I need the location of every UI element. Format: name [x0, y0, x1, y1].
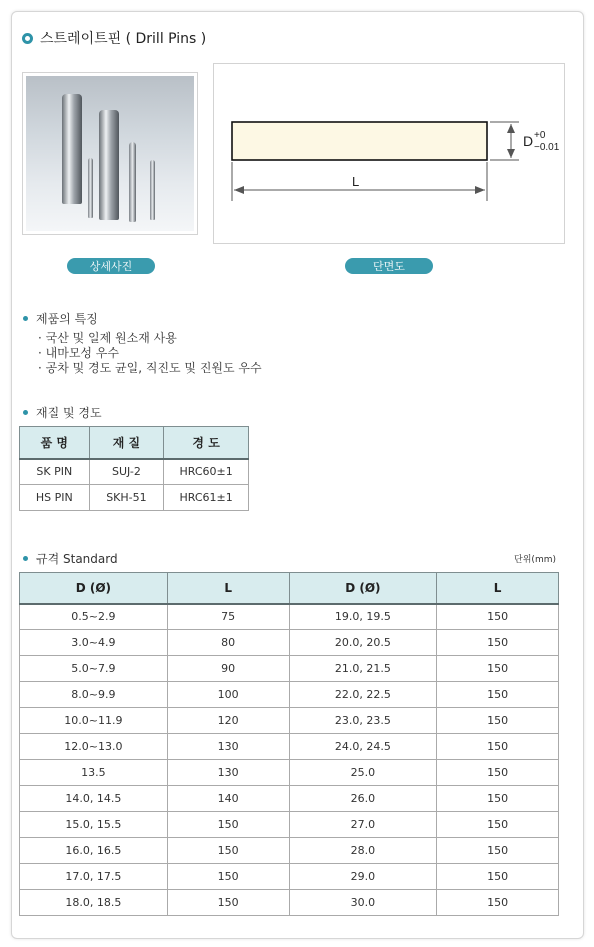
- table-cell: 12.0~13.0: [20, 734, 168, 760]
- cross-section-diagram: [213, 63, 565, 244]
- bullet-dot-icon: [23, 556, 28, 561]
- features-list: [38, 331, 262, 376]
- arrow-down-icon: [507, 149, 515, 158]
- table-cell: 80: [167, 630, 289, 656]
- pin-rod: [99, 110, 119, 220]
- cross-section-button[interactable]: 단면도: [345, 258, 433, 274]
- features-heading-text: 제품의 특징: [36, 312, 98, 326]
- table-cell: 150: [437, 864, 559, 890]
- pin-rod: [62, 94, 82, 204]
- length-label: L: [352, 174, 360, 189]
- table-cell: 150: [437, 656, 559, 682]
- table-cell: 150: [167, 890, 289, 916]
- pin-drawing: [214, 64, 564, 243]
- table-cell: 23.0, 23.5: [289, 708, 437, 734]
- table-header-row: [20, 427, 249, 459]
- table-row: [20, 604, 559, 630]
- table-row: [20, 786, 559, 812]
- standard-table: [19, 572, 559, 916]
- table-cell: 90: [167, 656, 289, 682]
- table-cell: 17.0, 17.5: [20, 864, 168, 890]
- column-header: 품 명: [20, 427, 90, 459]
- page-header: [22, 29, 206, 47]
- table-cell: 150: [437, 708, 559, 734]
- table-cell: 150: [437, 890, 559, 916]
- table-row: [20, 708, 559, 734]
- table-cell: 25.0: [289, 760, 437, 786]
- table-row: [20, 682, 559, 708]
- table-cell: 16.0, 16.5: [20, 838, 168, 864]
- column-header: L: [167, 573, 289, 604]
- table-cell: 21.0, 21.5: [289, 656, 437, 682]
- table-row: [20, 838, 559, 864]
- table-cell: 27.0: [289, 812, 437, 838]
- table-cell: 18.0, 18.5: [20, 890, 168, 916]
- table-cell: HS PIN: [20, 485, 90, 511]
- pin-rod: [129, 142, 136, 222]
- table-row: [20, 812, 559, 838]
- table-cell: SUJ-2: [89, 459, 164, 485]
- diameter-label: D: [523, 133, 534, 149]
- table-cell: 150: [437, 630, 559, 656]
- table-cell: 30.0: [289, 890, 437, 916]
- table-cell: 150: [437, 760, 559, 786]
- table-cell: 22.0, 22.5: [289, 682, 437, 708]
- table-cell: 120: [167, 708, 289, 734]
- table-row: [20, 890, 559, 916]
- tolerance-upper: +0: [534, 130, 546, 141]
- table-cell: 10.0~11.9: [20, 708, 168, 734]
- product-photo-frame: [22, 72, 198, 235]
- column-header: D (Ø): [289, 573, 437, 604]
- features-heading: [23, 310, 98, 327]
- arrow-up-icon: [507, 124, 515, 133]
- table-cell: 28.0: [289, 838, 437, 864]
- detail-photo-button[interactable]: 상세사진: [67, 258, 155, 274]
- material-table: [19, 426, 249, 511]
- table-row: [20, 459, 249, 485]
- page-title: 스트레이트핀 ( Drill Pins ): [40, 31, 207, 47]
- table-cell: 29.0: [289, 864, 437, 890]
- table-row: [20, 656, 559, 682]
- table-cell: 150: [437, 682, 559, 708]
- list-item: · 국산 및 일제 원소재 사용: [38, 331, 177, 345]
- table-cell: 150: [437, 604, 559, 630]
- pin-rod: [88, 158, 93, 218]
- bullet-dot-icon: [23, 316, 28, 321]
- table-cell: 150: [167, 812, 289, 838]
- standard-heading: [23, 550, 118, 567]
- list-item: · 공차 및 경도 균일, 직진도 및 진원도 우수: [38, 361, 262, 375]
- material-heading-text: 재질 및 경도: [36, 406, 102, 420]
- table-cell: 13.5: [20, 760, 168, 786]
- table-cell: 3.0~4.9: [20, 630, 168, 656]
- column-header: 재 질: [89, 427, 164, 459]
- product-photo: [26, 76, 194, 231]
- table-cell: 26.0: [289, 786, 437, 812]
- table-cell: 140: [167, 786, 289, 812]
- table-cell: 0.5~2.9: [20, 604, 168, 630]
- table-row: [20, 630, 559, 656]
- column-header: 경 도: [164, 427, 249, 459]
- table-cell: 75: [167, 604, 289, 630]
- table-cell: 19.0, 19.5: [289, 604, 437, 630]
- table-row: [20, 760, 559, 786]
- table-cell: 100: [167, 682, 289, 708]
- ring-bullet-icon: [22, 33, 33, 44]
- table-row: [20, 485, 249, 511]
- unit-label: 단위(mm): [514, 555, 556, 565]
- material-heading: [23, 404, 102, 421]
- table-cell: 150: [437, 734, 559, 760]
- table-cell: SK PIN: [20, 459, 90, 485]
- table-cell: 150: [437, 838, 559, 864]
- table-cell: SKH-51: [89, 485, 164, 511]
- table-cell: 150: [437, 786, 559, 812]
- table-cell: 15.0, 15.5: [20, 812, 168, 838]
- table-cell: 5.0~7.9: [20, 656, 168, 682]
- arrow-right-icon: [475, 186, 485, 194]
- table-cell: 150: [437, 812, 559, 838]
- table-cell: 14.0, 14.5: [20, 786, 168, 812]
- tolerance-lower: −0.01: [534, 142, 560, 153]
- table-cell: HRC61±1: [164, 485, 249, 511]
- table-cell: HRC60±1: [164, 459, 249, 485]
- table-row: [20, 864, 559, 890]
- table-cell: 130: [167, 734, 289, 760]
- table-header-row: [20, 573, 559, 604]
- list-item: · 내마모성 우수: [38, 346, 119, 360]
- table-cell: 130: [167, 760, 289, 786]
- table-cell: 150: [167, 864, 289, 890]
- table-cell: 8.0~9.9: [20, 682, 168, 708]
- table-row: [20, 734, 559, 760]
- standard-heading-text: 규격 Standard: [36, 552, 118, 566]
- table-cell: 24.0, 24.5: [289, 734, 437, 760]
- column-header: L: [437, 573, 559, 604]
- column-header: D (Ø): [20, 573, 168, 604]
- bullet-dot-icon: [23, 410, 28, 415]
- table-cell: 150: [167, 838, 289, 864]
- pin-outline: [232, 122, 487, 160]
- table-cell: 20.0, 20.5: [289, 630, 437, 656]
- pin-rod: [150, 160, 155, 220]
- arrow-left-icon: [234, 186, 244, 194]
